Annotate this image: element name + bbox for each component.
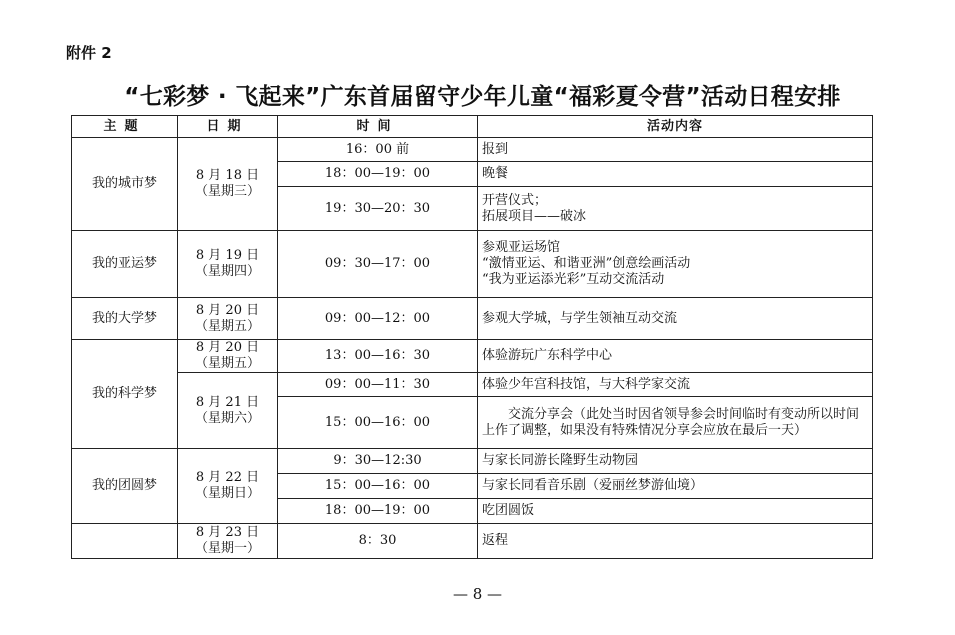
time-cell: 9：30—12:30 <box>278 449 478 474</box>
theme-cell: 我的城市梦 <box>72 138 178 231</box>
date-cell <box>178 298 278 340</box>
date-cell <box>178 138 278 231</box>
content-line: 开营仪式； <box>482 192 548 208</box>
time-cell: 09：00—12：00 <box>278 298 478 340</box>
weekday-text: （星期四） <box>194 264 260 279</box>
time-cell: 13：00—16：30 <box>278 340 478 373</box>
content-cell: 与家长同看音乐剧（爱丽丝梦游仙境） <box>478 474 873 499</box>
content-line: “我为亚运添光彩”互动交流活动 <box>482 272 665 287</box>
content-cell <box>478 231 873 298</box>
table-row <box>72 373 873 397</box>
header-theme: 主题 <box>72 116 178 138</box>
weekday-text: （星期六） <box>194 410 260 426</box>
content-cell <box>478 187 873 231</box>
theme-cell: 我的亚运梦 <box>72 231 178 298</box>
theme-cell: 我的科学梦 <box>72 340 178 449</box>
time-cell: 15：00—16：00 <box>278 397 478 449</box>
schedule-table <box>71 115 873 559</box>
header-time: 时间 <box>278 116 478 138</box>
content-cell: 报到 <box>478 138 873 162</box>
content-cell: 参观大学城，与学生领袖互动交流 <box>478 298 873 340</box>
date-text: 8 月 18 日 <box>195 168 260 183</box>
time-cell: 09：00—11：30 <box>278 373 478 397</box>
weekday-text: （星期一） <box>194 541 260 556</box>
date-cell <box>178 340 278 373</box>
content-cell: 晚餐 <box>478 162 873 187</box>
time-cell: 16：00 前 <box>278 138 478 162</box>
weekday-text: （星期日） <box>194 486 260 501</box>
table-row <box>72 138 873 162</box>
date-text: 8 月 20 日 <box>195 340 260 355</box>
time-cell: 18：00—19：00 <box>278 499 478 524</box>
content-line: 拓展项目——破冰 <box>482 208 587 224</box>
content-line: 参观亚运场馆 <box>482 240 561 255</box>
document-title: “七彩梦 · 飞起来”广东首届留守少年儿童“福彩夏令营”活动日程安排 <box>124 84 841 110</box>
date-text: 8 月 19 日 <box>195 248 260 263</box>
date-cell <box>178 373 278 449</box>
content-cell: 交流分享会（此处当时因省领导参会时间临时有变动所以时间上作了调整，如果没有特殊情况分享会应放在最后一天） <box>478 397 873 449</box>
date-cell <box>178 231 278 298</box>
time-cell: 09：30—17：00 <box>278 231 478 298</box>
table-row <box>72 449 873 474</box>
time-cell: 8：30 <box>278 524 478 559</box>
table-row <box>72 231 873 298</box>
header-content: 活动内容 <box>478 116 873 138</box>
date-text: 8 月 22 日 <box>195 470 260 485</box>
date-cell <box>178 449 278 524</box>
time-cell: 15：00—16：00 <box>278 474 478 499</box>
content-cell: 体验少年宫科技馆，与大科学家交流 <box>478 373 873 397</box>
weekday-text: （星期三） <box>194 184 260 199</box>
attachment-label: 附件 2 <box>66 44 112 62</box>
content-cell: 返程 <box>478 524 873 559</box>
header-date: 日期 <box>178 116 278 138</box>
weekday-text: （星期五） <box>194 318 260 334</box>
theme-cell: 我的大学梦 <box>72 298 178 340</box>
header-row <box>72 116 873 138</box>
table-row <box>72 298 873 340</box>
table-row <box>72 340 873 373</box>
weekday-text: （星期五） <box>194 356 260 371</box>
time-cell: 19：30—20：30 <box>278 187 478 231</box>
theme-cell: 我的团圆梦 <box>72 449 178 524</box>
content-line: “激情亚运、和谐亚洲”创意绘画活动 <box>482 256 691 271</box>
date-text: 8 月 23 日 <box>195 525 260 540</box>
content-cell: 吃团圆饭 <box>478 499 873 524</box>
content-cell: 体验游玩广东科学中心 <box>478 340 873 373</box>
page-number: — 8 — <box>452 585 503 603</box>
theme-cell <box>72 524 178 559</box>
table-row <box>72 524 873 559</box>
date-text: 8 月 20 日 <box>195 302 260 318</box>
date-text: 8 月 21 日 <box>195 394 260 410</box>
content-cell: 与家长同游长隆野生动物园 <box>478 449 873 474</box>
date-cell <box>178 524 278 559</box>
time-cell: 18：00—19：00 <box>278 162 478 187</box>
